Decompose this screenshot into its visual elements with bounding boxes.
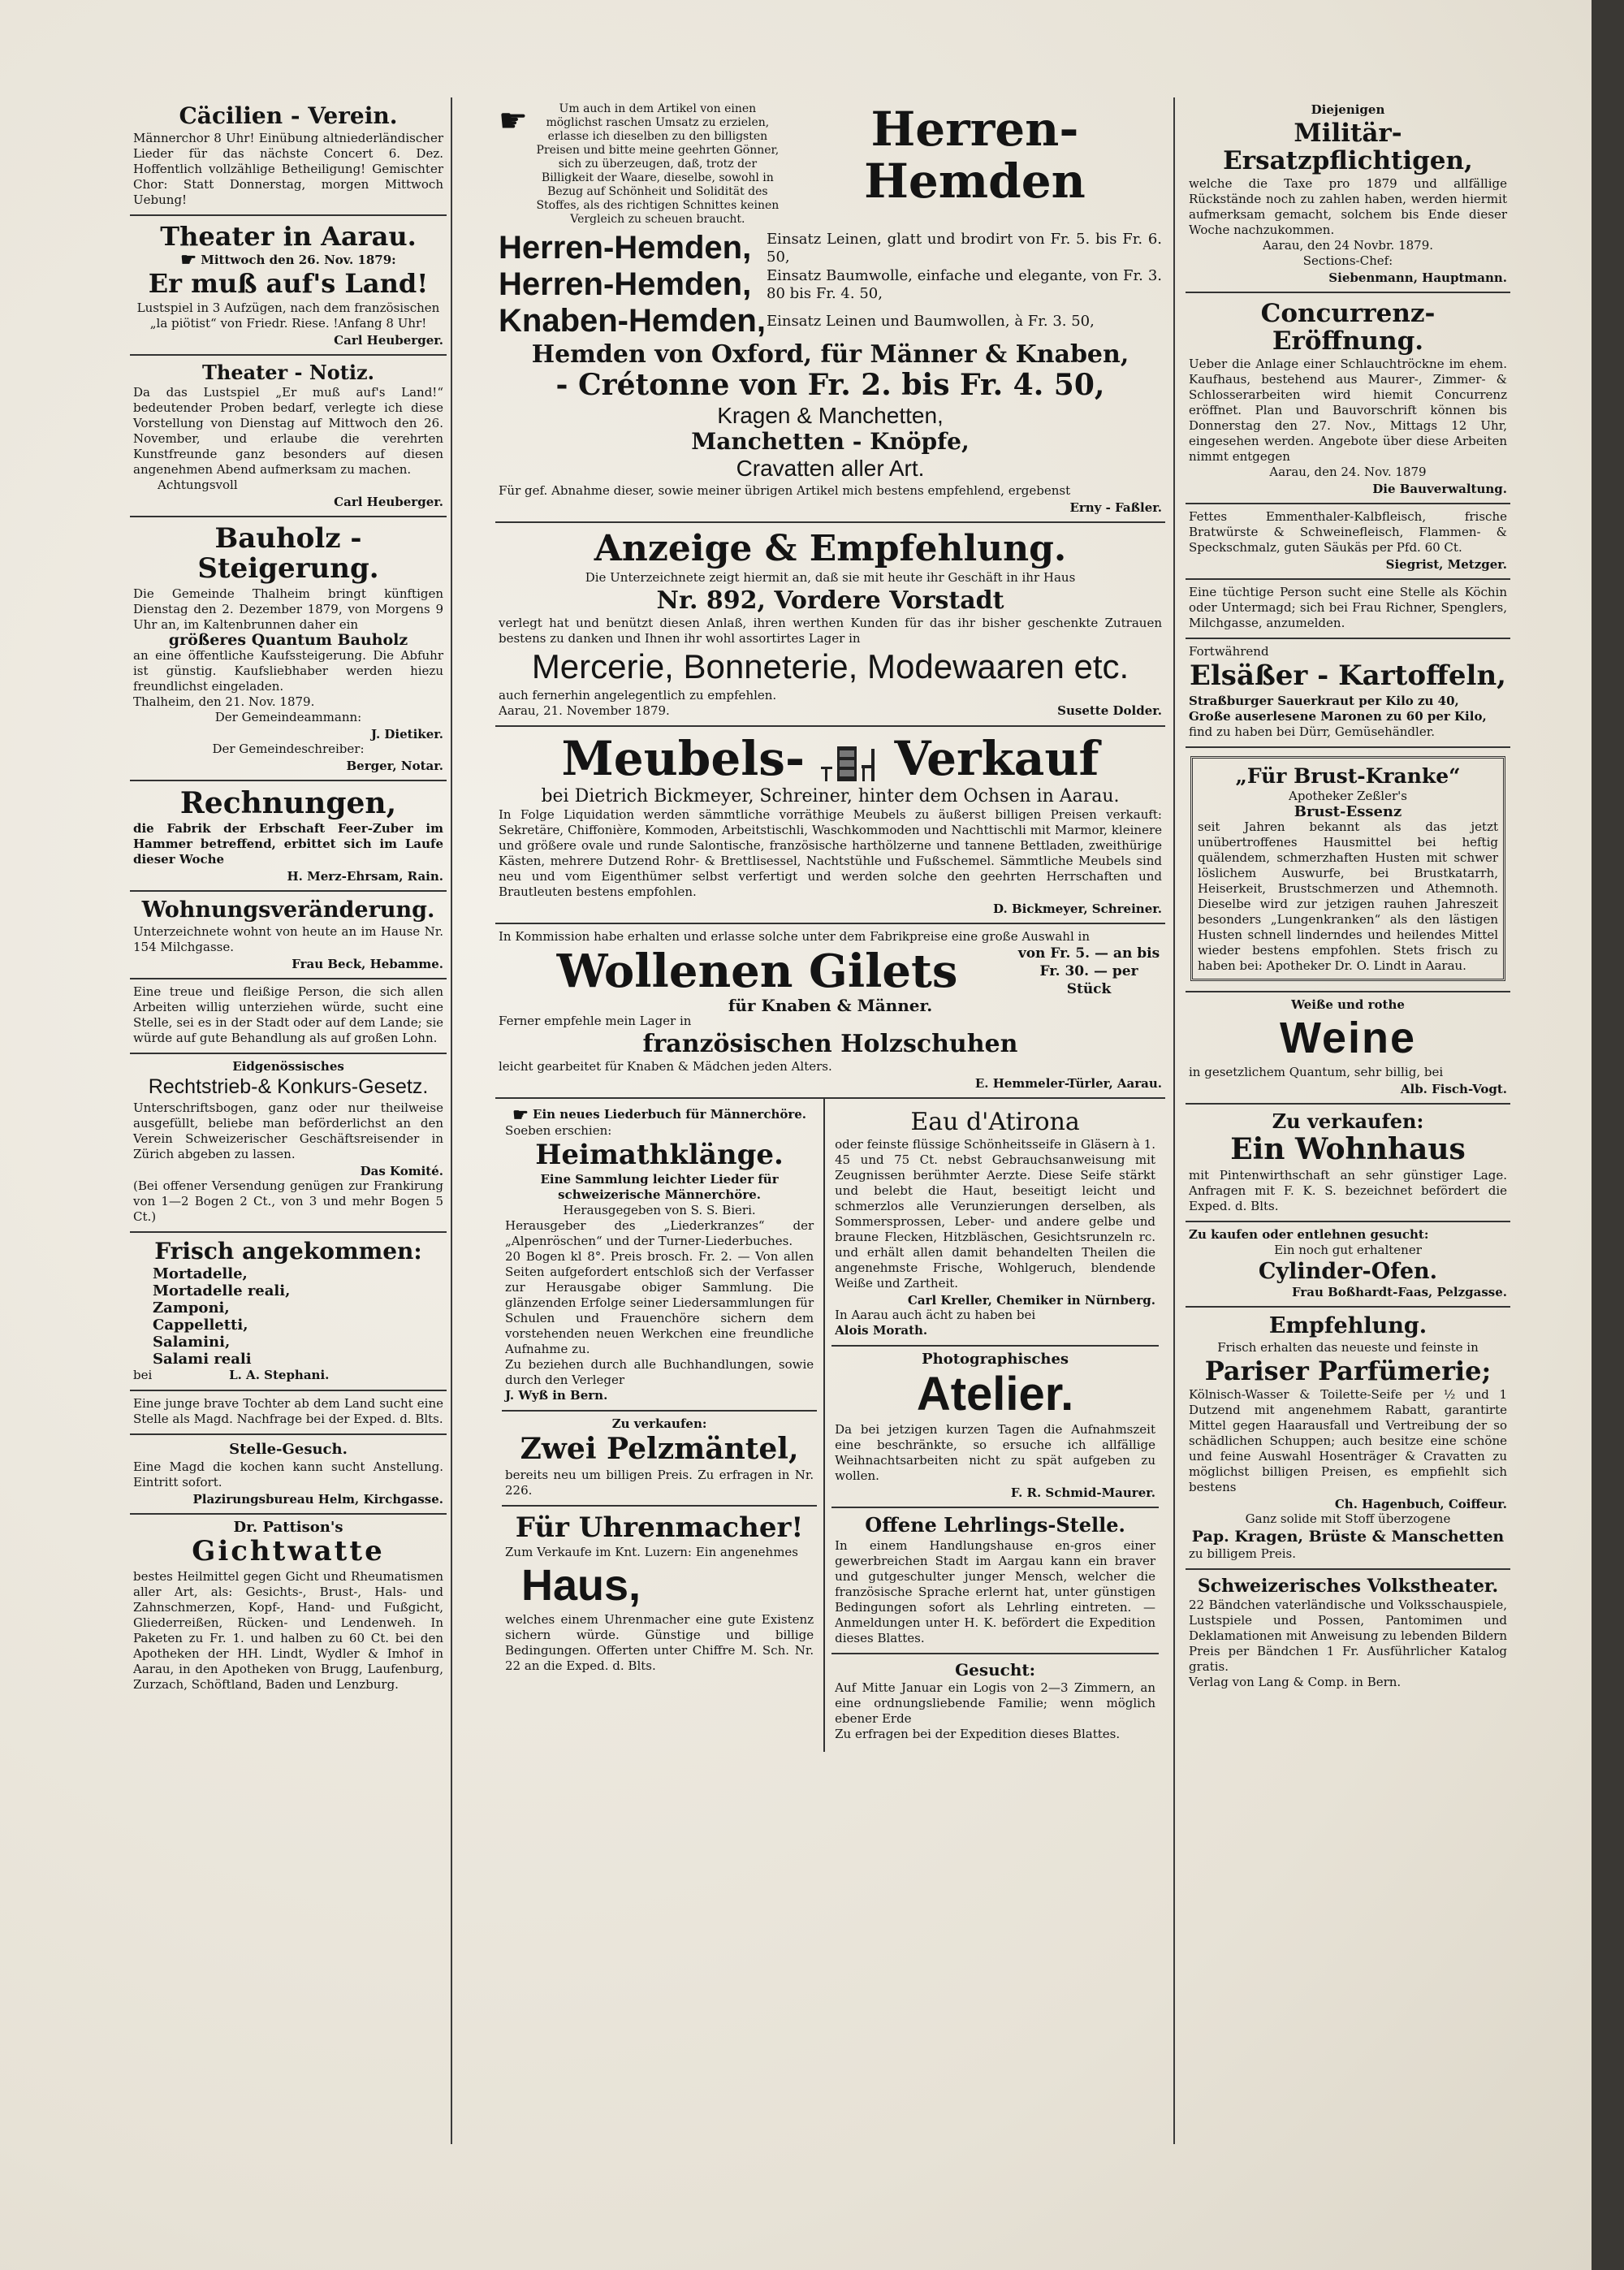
ad-signature: Carl Heuberger.: [334, 332, 443, 348]
ad-signature: D. Bickmeyer, Schreiner.: [993, 902, 1162, 917]
ad-text: oder feinste flüssige Schönheitsseife in Gläsern à 1. 45 und 75 Ct. nebst Gebrauchsanweisung mit Zeugnissen berühmter Aerzte. Diese Seife stärkt und belebt die Haut, beseitigt leicht und schmerzlos alle Verunzierungen derselben, als Sommersprossen, Leber- und andere gelbe und braune Flecken, Hitzbläschen, Gesichtsrunzeln rc. und erhält allen damit behandelten Theilen die angenehmste Frische, Wohlgeruch, blendende Weiße und Zartheit.: [835, 1137, 1155, 1291]
ad-line: Der Gemeindeschreiber:: [212, 741, 365, 756]
list-item: Mortadelle,: [153, 1265, 248, 1283]
ad-place: Aarau, 21. November 1879.: [499, 703, 670, 718]
ad-intro: In Kommission habe erhalten und erlasse solche unter dem Fabrikpreise eine große Auswahl in: [499, 929, 1090, 945]
ad-siegrist: [1186, 504, 1510, 580]
ad-signature: Frau Boßhardt-Faas, Pelzgasse.: [1291, 1285, 1507, 1300]
list-item: Zamponi,: [153, 1299, 230, 1317]
ad-text: bestes Heilmittel gegen Gicht und Rheumatismen aller Art, als: Gesichts-, Brust-, Hals- und Zahnschmerzen, Kopf-, Hand- und Fußgicht, Gliederreißen, Rücken- und Lendenweh. In Paketen zu Fr. 1. und halben zu 60 Ct. bei den Apotheken der HH. Lindt, Wydler & Imhof in Aarau, in den Apotheken von Brugg, Laufenburg, Zurzach, Schöftland, Baden und Lenzburg.: [133, 1568, 443, 1692]
ad-text: auch fernerhin angelegentlich zu empfehlen.: [499, 687, 777, 703]
ad-signature: Plazirungsbureau Helm, Kirchgasse.: [192, 1492, 443, 1507]
ad-title: Bauholz - Steigerung.: [197, 522, 379, 586]
ad-text: Unterschriftsbogen, ganz oder nur theilweise ausgefüllt, beliebe man beförderlichst an den Verein Schweizerischer Geschäftsreisender in Zürich abgeben zu lassen.: [133, 1100, 443, 1161]
shirt-desc: Einsatz Leinen, glatt und brodirt von Fr. 5. bis Fr. 6. 50,: [767, 230, 1162, 266]
ad-pretitle: Eidgenössisches: [232, 1059, 344, 1074]
ad-signature: Susette Dolder.: [1057, 703, 1162, 718]
ad-line: [133, 1368, 443, 1383]
ad-intro: Um auch in dem Artikel von einen möglichst raschen Umsatz zu erzielen, erlasse ich dieselben zu den billigsten Preisen und bitte meine geehrten Gönner, sich zu überzeugen, daß, trotz der Billigkeit der Waare, dieselbe, sowohl in Bezug auf Schönheit und Solidität des Stoffes, als des richtigen Schnittes keinen Vergleich zu scheuen braucht.: [536, 102, 780, 226]
middle-lower-left: [495, 1099, 825, 1751]
ad-place: Aarau, den 24 Novbr. 1879.: [1262, 238, 1434, 253]
column-rule: [451, 97, 452, 2144]
ad-text: leicht gearbeitet für Knaben & Mädchen jeden Alters.: [499, 1059, 832, 1074]
ad-text: Da bei jetzigen kurzen Tagen die Aufnahmszeit eine beschränkte, so ersuche ich allfällige Weihnachtsarbeiten nicht zu spät aufgeben zu wollen.: [835, 1422, 1155, 1484]
ad-note: (Bei offener Versendung genügen zur Frankirung von 1—2 Bogen 2 Ct., von 3 und mehr Bogen 5 Ct.): [133, 1178, 443, 1224]
shirt-name: Herren-Hemden,: [499, 230, 752, 266]
list-item: Cappelletti,: [153, 1317, 248, 1334]
ad-lehrling: [831, 1508, 1159, 1654]
ad-title: „Für Brust-Kranke“: [1235, 763, 1461, 788]
ad-text: Die Gemeinde Thalheim bringt künftigen Dienstag den 2. Dezember 1879, von Morgens 9 Uhr an, im Kaltenbrunnen daher ein: [133, 586, 443, 632]
ad-signature: J. Dietiker.: [371, 726, 443, 742]
ad-tochter: [130, 1391, 447, 1435]
cretonne-line: - Crétonne von Fr. 2. bis Fr. 4. 50,: [555, 368, 1105, 402]
ad-theater: [130, 216, 447, 356]
item-list: [133, 1265, 443, 1368]
shirt-name: Knaben-Hemden,: [499, 303, 766, 339]
ad-signature: L. A. Stephani.: [229, 1368, 330, 1383]
ad-head-text: Ein neues Liederbuch für Männerchöre.: [533, 1107, 807, 1122]
list-item: Salami reali: [153, 1351, 252, 1368]
ad-line: [499, 703, 1162, 719]
ad-text: Kölnisch-Wasser & Toilette-Seife per ½ und 1 Dutzend mit angenehmem Rabatt, garantirte Mittel gegen Haarausfall und Vertreibung der so schädlichen Schuppen; auch besitze eine schöne und feine Auswahl Hosenträger & Cravatten zu möglichst billigen Preisen, es empfiehlt sich bestens: [1189, 1387, 1507, 1495]
shirt-name: Herren-Hemden,: [499, 266, 752, 302]
ad-text: Soeben erschien:: [505, 1122, 612, 1138]
ad-bauholz: [130, 517, 447, 781]
ad-for: für Knaben & Männer.: [728, 996, 933, 1016]
ad-text: Ganz solide mit Stoff überzogene: [1245, 1511, 1451, 1527]
list-item: Salamini,: [153, 1334, 231, 1351]
ad-text: Ferner empfehle mein Lager in: [499, 1014, 692, 1029]
ad-title: Rechtstrieb-& Konkurs-Gesetz.: [148, 1075, 429, 1099]
ad-price: von Fr. 5. — an bis Fr. 30. — per Stück: [1017, 945, 1160, 998]
ad-title: Atelier.: [916, 1368, 1074, 1421]
ad-concurrenz: [1186, 293, 1510, 504]
kragen-line: Kragen & Manchetten,: [717, 402, 944, 428]
ad-title: Weine: [1279, 1014, 1417, 1063]
ad-wohnung: [130, 892, 447, 979]
ad-text: Ein noch gut erhaltener: [1274, 1242, 1422, 1257]
ad-signature: Frau Beck, Hebamme.: [292, 957, 443, 972]
ad-volkstheater: [1186, 1570, 1510, 1697]
ad-title: Anzeige & Empfehlung.: [594, 527, 1067, 569]
ad-title: Schweizerisches Volkstheater.: [1197, 1576, 1499, 1598]
brust-box: [1190, 756, 1505, 982]
ad-closing: Achtungsvoll: [158, 478, 238, 493]
ad-sub: Eine Sammlung leichter Lieder für schweizerische Männerchöre.: [540, 1172, 779, 1203]
ad-gesucht: [831, 1654, 1159, 1749]
ad-text: In Folge Liquidation werden sämmtliche vorräthige Meubels zu äußerst billigen Preisen verkauft: Sekretäre, Chiffonière, Kommoden, Arbeitstischli, Waschkommoden und Nachttischli mit Marmor, kleinere und größere ovale und runde Salontische, französische harthölzerne und tannene Bettladen, zweithürige Kästen, mehrere Dutzend Rohr- & Brettlisessel, Nachtstühle und Fußschemel. Sämmtliche Meubels sind neu und vom Eigenthümer selbst verfertigt und werden solche den geehrten Herrschaften und Brautleuten bestens empfohlen.: [499, 807, 1162, 900]
cravatten-line: Cravatten aller Art.: [736, 456, 925, 482]
ad-text: Herausgeber des „Liederkranzes“ der „Alpenröschen“ und der Turner-Liederbuches.: [505, 1218, 814, 1249]
knoepfe-line: Manchetten - Knöpfe,: [691, 428, 970, 456]
ad-text: welche die Taxe pro 1879 und allfällige Rückstände noch zu zahlen haben, werden hiermit aufmerksam gemacht, solchem bis Ende dieser Woche nachzukommen.: [1189, 176, 1507, 238]
middle-lower-right: [825, 1099, 1165, 1751]
ad-pretitle: Weiße und rothe: [1291, 997, 1405, 1013]
ad-signature: Verlag von Lang & Comp. in Bern.: [1189, 1675, 1402, 1690]
shirt-desc: Einsatz Leinen und Baumwollen, à Fr. 3. 50,: [767, 312, 1095, 330]
middle-lower: [495, 1099, 1165, 1751]
ad-signature: Carl Kreller, Chemiker in Nürnberg.: [907, 1293, 1155, 1308]
ad-text: In einem Handlungshause en-gros einer gewerbreichen Stadt im Aargau kann ein braver und gutgeschulter junger Mensch, welcher die französische Sprache erlernt hat, unter günstigen Bedingungen sofort als Lehrling eintreten. — Anmeldungen unter H. K. befördert die Expedition dieses Blattes.: [835, 1537, 1155, 1645]
shirt-line: [499, 230, 1162, 266]
ad-head: [505, 1104, 814, 1126]
ad-title: Gesucht:: [955, 1659, 1036, 1680]
ad-signature: Carl Heuberger.: [334, 495, 443, 510]
ad-head: Zu verkaufen:: [1272, 1109, 1424, 1133]
ad-rechnungen: [130, 781, 447, 893]
ad-stelle: [130, 1435, 447, 1515]
ad-text: Da das Lustspiel „Er muß auf's Land!“ bedeutender Proben bedarf, verlegte ich diese Vorstellung von Dienstag auf Mittwoch den 26. November, und erlaube die verehrten Kunstfreunde ganz besonders auf diesen angenehmen Abend aufmerksam zu machen.: [133, 385, 443, 478]
ad-koechin: [1186, 580, 1510, 639]
ad-title-part: Verkauf: [894, 730, 1099, 786]
ad-caecilien: [130, 97, 447, 216]
ad-title: Rechnungen,: [179, 785, 397, 820]
ad-head: Zu verkaufen:: [611, 1416, 707, 1432]
ad-date-text: Mittwoch den 26. Nov. 1879:: [201, 252, 396, 267]
ad-title: Stelle-Gesuch.: [229, 1441, 348, 1459]
ad-sub: Apotheker Zeßler's: [1289, 789, 1407, 804]
page-edge: [1592, 0, 1624, 2270]
ad-weine: [1186, 992, 1510, 1104]
ad-editor: Herausgegeben von S. S. Bieri.: [563, 1203, 756, 1218]
ad-text: Eine junge brave Tochter ab dem Land sucht eine Stelle als Magd. Nachfrage bei der Exped. d. Blts.: [133, 1396, 443, 1427]
ad-title: Gichtwatte: [192, 1535, 385, 1568]
ad-text: mit Pintenwirthschaft an sehr günstiger Lage. Anfragen mit F. K. S. bezeichnet befördert die Exped. d. Blts.: [1189, 1167, 1507, 1213]
gilets-row: [499, 945, 1162, 998]
ad-signature: Siegrist, Metzger.: [1385, 557, 1507, 573]
ad-text: Eine Magd die kochen kann sucht Anstellung. Eintritt sofort.: [133, 1459, 443, 1490]
ad-title: [499, 730, 1162, 786]
ad-line: find zu haben bei Dürr, Gemüsehändler.: [1189, 724, 1435, 739]
ad-pattison: [130, 1515, 447, 1698]
ad-gilets: [495, 924, 1165, 1099]
ad-title: Theater in Aarau.: [160, 220, 417, 252]
ad-text: bereits neu um billigen Preis. Zu erfragen in Nr. 226.: [505, 1467, 814, 1498]
ad-head: Zu kaufen oder entlehnen gesucht:: [1189, 1226, 1429, 1242]
ad-text: 22 Bändchen vaterländische und Volksschauspiele, Lustspiele und Possen, Pantomimen und Deklamationen mit Anweisung zu lebenden Bildern Preis per Bändchen 1 Fr. Ausführlicher Katalog gratis.: [1189, 1598, 1507, 1675]
left-column: [130, 97, 447, 2152]
ad-signature: Erny - Faßler.: [1069, 499, 1162, 515]
ad-notiz: [130, 356, 447, 517]
ad-atelier: [831, 1347, 1159, 1508]
ad-text: Zu erfragen bei der Expedition dieses Blattes.: [835, 1726, 1121, 1741]
ad-text: in gesetzlichem Quantum, sehr billig, bei: [1189, 1064, 1444, 1079]
ad-signature: Die Bauverwaltung.: [1372, 482, 1507, 497]
pointing-hand-icon: ☛: [512, 1104, 529, 1126]
ad-text: Eine treue und fleißige Person, die sich allen Arbeiten willig unterziehen würde, sucht eine Stelle, sei es in der Stadt oder auf dem Lande; sie würde auf gute Behandlung als auf großen Lohn.: [133, 984, 443, 1046]
ad-title: Concurrenz-Eröffnung.: [1260, 299, 1436, 357]
pointing-hand-icon: ☛: [180, 249, 197, 271]
ad-text: Zum Verkaufe im Knt. Luzern: Ein angenehmes: [505, 1545, 798, 1560]
ad-signature: Siebenmann, Hauptmann.: [1328, 270, 1507, 286]
ad-signature: H. Merz-Ehrsam, Rain.: [287, 869, 443, 884]
ad-title: Empfehlung.: [1268, 1313, 1427, 1339]
ad-place: Aarau, den 24. Nov. 1879: [1269, 465, 1427, 480]
ad-lieder: [502, 1102, 817, 1412]
ad-title: Frisch angekommen:: [154, 1237, 422, 1265]
ad-pretitle: Fortwährend: [1189, 644, 1269, 659]
ad-text: an eine öffentliche Kaufssteigerung. Die Abfuhr ist günstig. Kaufsliebhaber werden hiezu freundlichst eingeladen.: [133, 647, 443, 694]
ad-pretitle: Photographisches: [922, 1351, 1069, 1368]
ad-line: Sections-Chef:: [1302, 253, 1393, 269]
ad-text: Lustspiel in 3 Aufzügen, nach dem französischen „la piötist“ von Friedr. Riese. !Anfang 8 Uhr!: [136, 300, 440, 331]
ad-frisch: [130, 1233, 447, 1392]
ad-big: Haus,: [521, 1561, 641, 1611]
ad-title: Offene Lehrlings-Stelle.: [865, 1513, 1125, 1537]
ad-signature: Ch. Hagenbuch, Coiffeur.: [1334, 1497, 1507, 1512]
ad-gesetz: [130, 1054, 447, 1233]
ad-meubels: [495, 727, 1165, 925]
ad-title: Elsäßer - Kartoffeln,: [1189, 659, 1507, 693]
ad-goods: Mercerie, Bonneterie, Modewaaren etc.: [531, 647, 1129, 686]
ad-anzeige: [495, 523, 1165, 727]
ad-highlight: größeres Quantum Bauholz: [168, 630, 408, 649]
play-title: Er muß auf's Land!: [148, 268, 429, 300]
ad-title-part: Meubels-: [561, 730, 806, 786]
ad-address: Nr. 892, Vordere Vorstadt: [656, 586, 1004, 616]
shirt-line: [499, 303, 1162, 339]
ad-holz: französischen Holzschuhen: [642, 1030, 1018, 1059]
ad-title: Eau d'Atirona: [910, 1108, 1080, 1137]
ad-text: Auf Mitte Januar ein Logis von 2—3 Zimmern, an eine ordnungsliebende Familie; wenn möglich ebener Erde: [835, 1680, 1155, 1726]
ad-text: zu billigem Preis.: [1189, 1546, 1296, 1562]
shirt-line: [499, 266, 1162, 303]
ad-text: Ueber die Anlage einer Schlauchtröckne im ehem. Kaufhaus, bestehend aus Maurer-, Zimmer- & Schlosserarbeiten wird hiemit Concurrenz eröffnet. Plan und Bauvorschrift können bis Donnerstag den 27. Nov., Mittags 12 Uhr, eingesehen werden. Angebote über diese Arbeiten nimmt entgegen: [1189, 357, 1507, 465]
ad-sub: bei Dietrich Bickmeyer, Schreiner, hinter dem Ochsen in Aarau.: [541, 786, 1120, 807]
ad-line: Große auserlesene Maronen zu 60 per Kilo,: [1189, 708, 1487, 724]
ad-signature: Das Komité.: [360, 1163, 443, 1178]
ad-title: Cylinder-Ofen.: [1258, 1258, 1438, 1284]
ad-pelz: [502, 1412, 817, 1507]
ad-uhren: [502, 1507, 817, 1680]
shirt-desc: Einsatz Baumwolle, einfache und elegante, von Fr. 3. 80 bis Fr. 4. 50,: [767, 266, 1162, 302]
oxford-line: Hemden von Oxford, für Männer & Knaben,: [531, 340, 1129, 369]
pointing-hand-icon: ☛: [499, 102, 528, 140]
ad-title: Heimathklänge.: [535, 1138, 784, 1171]
ad-signature: Alois Morath.: [835, 1323, 928, 1338]
ad-title: Wohnungsveränderung.: [141, 897, 435, 923]
ad-outro: Für gef. Abnahme dieser, sowie meiner übrigen Artikel mich bestens empfehlend, ergebenst: [499, 482, 1071, 498]
ad-title: Militär-Ersatzpflichtigen,: [1223, 119, 1473, 176]
ad-text: Zu beziehen durch alle Buchhandlungen, sowie durch den Verleger: [505, 1357, 814, 1388]
ad-signature: Berger, Notar.: [346, 758, 443, 773]
column-rule: [1173, 97, 1175, 2144]
ad-atirona: [831, 1102, 1159, 1347]
right-column: [1186, 97, 1510, 2152]
ad-line: Straßburger Sauerkraut per Kilo zu 40,: [1189, 693, 1459, 708]
ad-text: Die Unterzeichnete zeigt hiermit an, daß sie mit heute ihr Geschäft in ihr Haus: [585, 570, 1076, 586]
ad-title: Für Uhrenmacher!: [515, 1511, 804, 1544]
ad-text: seit Jahren bekannt als das jetzt unübertroffenes Hausmittel bei heftig quälendem, schmerzhaften Husten mit schwer löslichem Auswurfe, bei Brustkatarrh, Heiserkeit, Brustschmerzen und Athemnoth. Dieselbe wird zur jetzigen rauhen Jahreszeit besonders „Lungenkranken“ als den lästigen Husten schnell linderndes und heilendes Mittel wieder bestens empfohlen. Stets frisch zu haben bei: Apotheker Dr. O. Lindt in Aarau.: [1198, 819, 1498, 974]
ad-text: 20 Bogen kl 8°. Preis brosch. Fr. 2. — Von allen Seiten aufgefordert entschloß sich der Verfasser zur Herausgabe obiger Sammlung. Die glänzenden Erfolge seiner Liedersammlungen für Schulen und Frauenchöre sichern dem vorstehenden neuen Werkchen eine freundliche Aufnahme zu.: [505, 1249, 814, 1357]
ad-signature: J. Wyß in Bern.: [505, 1388, 608, 1403]
ad-kragen: Pap. Kragen, Brüste & Manschetten: [1191, 1528, 1505, 1546]
ad-pretitle: Diejenigen: [1311, 102, 1385, 117]
ad-signature: F. R. Schmid-Maurer.: [1010, 1485, 1155, 1501]
ad-text: die Fabrik der Erbschaft Feer-Zuber im Hammer betreffend, erbittet sich im Laufe dieser Woche: [133, 821, 443, 867]
ad-date: [133, 249, 443, 271]
ad-text: verlegt hat und benützt diesen Anlaß, ihren werthen Kunden für das ihr bisher geschenkte Zutrauen bestens zu danken und Ihnen ihr wohl assortirtes Lager in: [499, 616, 1162, 646]
ad-brust: [1186, 748, 1510, 993]
ad-title: Zwei Pelzmäntel,: [520, 1432, 799, 1467]
ad-line: Der Gemeindeammann:: [214, 709, 362, 724]
ad-text: Unterzeichnete wohnt von heute an im Hause Nr. 154 Milchgasse.: [133, 924, 443, 955]
ad-title: Herren-Hemden: [864, 102, 1086, 209]
furniture-icon: [821, 742, 878, 783]
ad-person: [130, 979, 447, 1054]
ad-title: Wollenen Gilets: [556, 944, 958, 998]
ad-text: welches einem Uhrenmacher eine gute Existenz sichern würde. Günstige und billige Bedingungen. Offerten unter Chiffre M. Sch. Nr. 22 an die Exped. d. Blts.: [505, 1611, 814, 1673]
ad-ofen: [1186, 1222, 1510, 1308]
ad-text: Eine tüchtige Person sucht eine Stelle als Köchin oder Untermagd; sich bei Frau Richner, Spenglers, Milchgasse, anzumelden.: [1189, 585, 1507, 631]
ad-text: Frisch erhalten das neueste und feinste in: [1217, 1340, 1479, 1356]
ad-title: Ein Wohnhaus: [1230, 1132, 1466, 1167]
ad-text: Männerchor 8 Uhr! Einübung altniederländischer Lieder für das nächste Concert 6. Dez. Hoffentlich vollzählige Betheiligung! Gemischter Chor: Statt Donnerstag, morgen Mittwoch Uebung!: [133, 130, 443, 207]
ad-title: Theater - Notiz.: [202, 360, 374, 384]
ad-text: In Aarau auch ächt zu haben bei: [835, 1308, 1036, 1323]
ad-sub: Brust-Essenz: [1294, 803, 1402, 821]
ad-wohnhaus: [1186, 1105, 1510, 1222]
ad-title: Cäcilien - Verein.: [179, 102, 398, 129]
ad-text: Fettes Emmenthaler-Kalbfleisch, frische Bratwürste & Schweinefleisch, Flammen- & Speckschmalz, guten Säukäs per Pfd. 60 Ct.: [1189, 509, 1507, 556]
ad-militaer: [1186, 97, 1510, 293]
ad-bei: bei: [133, 1368, 153, 1383]
middle-column: [495, 97, 1165, 2152]
ad-pretitle: Dr. Pattison's: [233, 1519, 343, 1537]
ad-signature: Alb. Fisch-Vogt.: [1400, 1081, 1507, 1096]
ad-parfumerie: [1186, 1308, 1510, 1570]
ad-place: Thalheim, den 21. Nov. 1879.: [133, 694, 315, 709]
ad-kartoffeln: [1186, 639, 1510, 747]
herren-header: [499, 102, 1162, 227]
list-item: Mortadelle reali,: [153, 1282, 291, 1300]
ad-big: Pariser Parfümerie;: [1204, 1356, 1492, 1387]
ad-herren-hemden: [495, 97, 1165, 523]
ad-signature: E. Hemmeler-Türler, Aarau.: [974, 1076, 1162, 1092]
